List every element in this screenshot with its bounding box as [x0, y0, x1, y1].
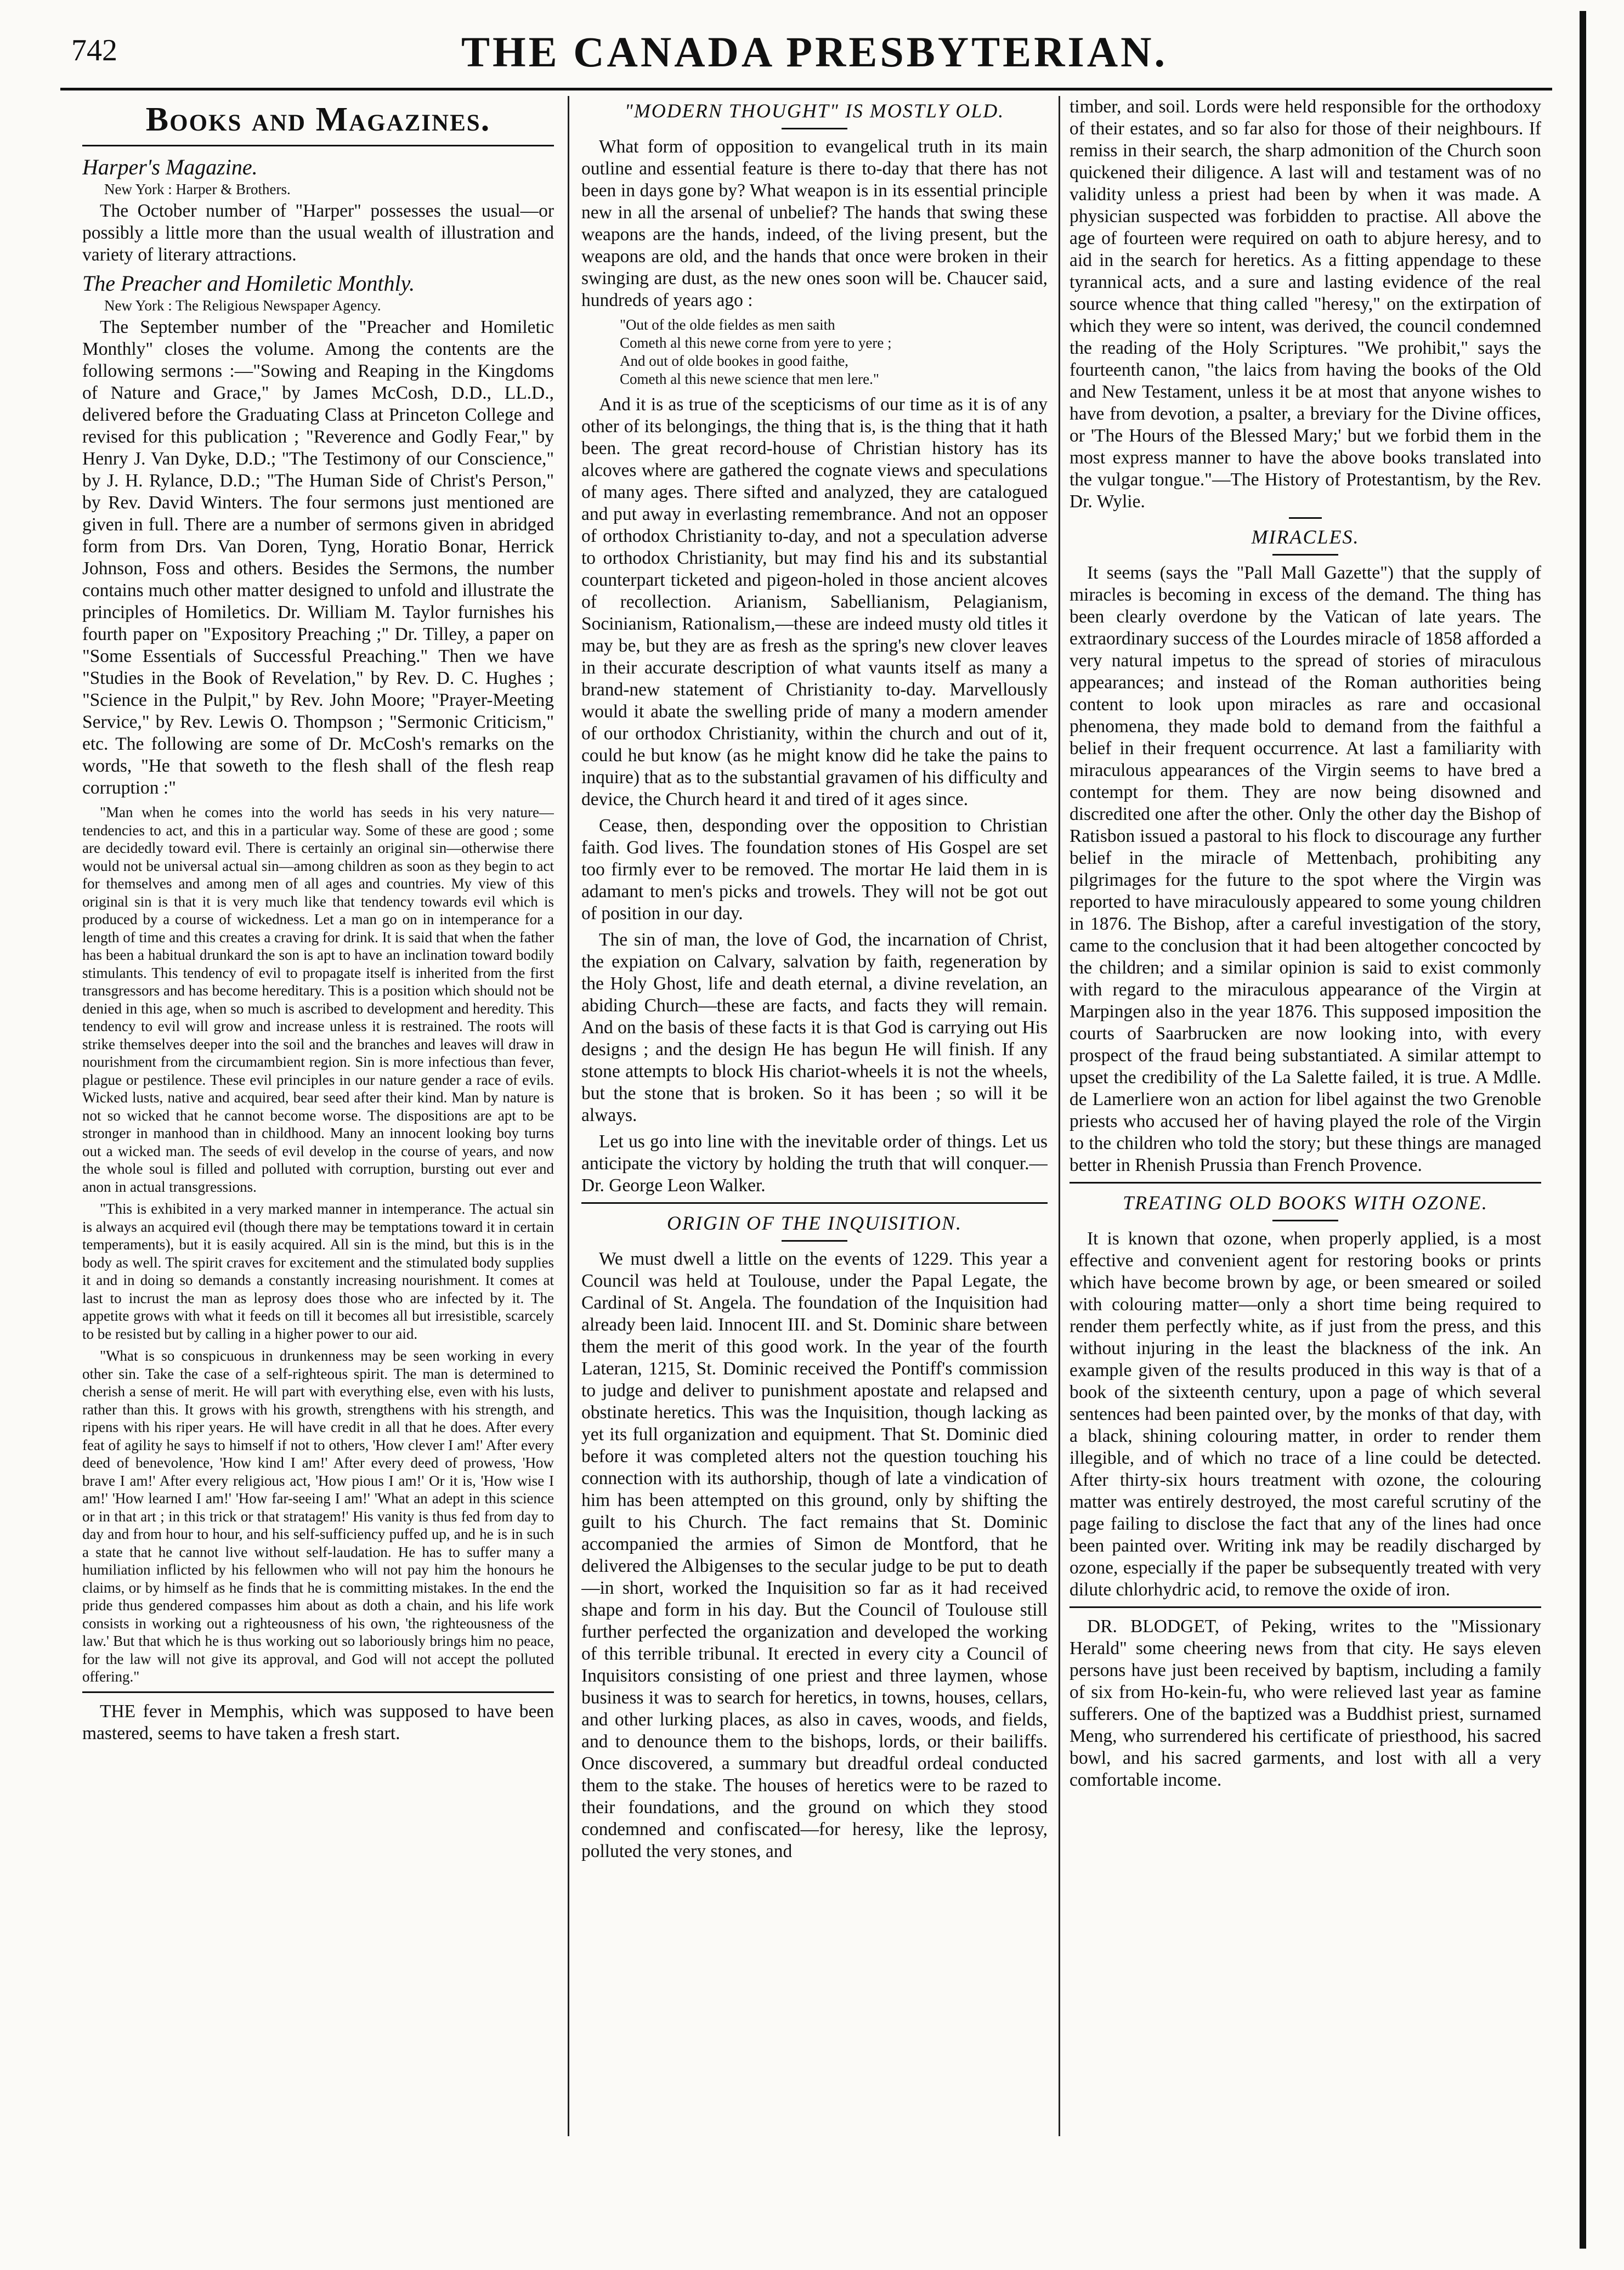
- page-number: 742: [71, 33, 117, 67]
- article-paragraph: It seems (says the "Pall Mall Gazette") that the supply of miracles is becoming in excess of the demand. The thing has been clearly overdone by the Vatican of late years. The extraordinary success of the Lourdes miracle of 1858 afforded a very natural impetus to the spread of stories of miraculous appearances; and instead of the Roman authorities being content to look upon miracles as rare and occasional phenomena, they made bold to demand from the faithful a belief in their frequent occurrence. At last a familiarity with miraculous appearances of the Virgin seems to have bred a contempt for them. They are now being disowned and discredited one after the other. Only the other day the Bishop of Ratisbon issued a pastoral to his flock to discourage any further belief in the miracle of Mettenbach, prohibiting any pilgrimages for the future to the spot where the Virgin was reported to have miraculously appeared to some young children in 1876. The Bishop, after a careful investigation of the story, came to the conclusion that it had been altogether concocted by the children; and a similar opinion is said to exist commonly with regard to the miraculous appearance of the Virgin at Marpingen also in the year 1876. This supposed imposition the courts of Saarbrucken are now looking into, with every prospect of the fraud being substantiated. A similar attempt to upset the credibility of the La Salette failed, it is true. A Mdlle. de Lamerliere won an action for libel against the two Grenoble priests who accused her of having played the role of the Virgin to the children who told the story; but these things are managed better in Rhenish Prussia than French Provence.: [1070, 563, 1541, 1175]
- section-rule: [82, 1691, 554, 1693]
- section-title-books-magazines: Books and Magazines.: [145, 101, 491, 138]
- title-rule: [1272, 1220, 1338, 1221]
- article-paragraph: Let us go into line with the inevitable order of things. Let us anticipate the victory by holding the truth that will conquer.—Dr. George Leon Walker.: [581, 1131, 1048, 1196]
- section-rule: [1070, 1606, 1541, 1608]
- verse-line: "Out of the olde fieldes as men saith: [620, 316, 835, 333]
- review-body-harpers: The October number of "Harper" possesses the usual—or possibly a little more than the usual wealth of illustration and variety of literary attractions.: [82, 201, 554, 265]
- quote-paragraph: "This is exhibited in a very marked manner in intemperance. The actual sin is always an acquired evil (though there may be temptations toward it in certain temperaments), but it is easily acquired. All sin is the mind, but this is in the body as well. The spirit craves for excitement and the stimulated body supplies it and in doing so demands a constantly increasing nourishment. It comes at last to incrust the man as leprosy does those who are infected by it. The appetite grows with what it feeds on till it becomes all but irresistible, scarcely to be resisted but by calling in a higher power to our aid.: [82, 1201, 554, 1342]
- column-2: [581, 96, 1048, 2158]
- article-paragraph: It is known that ozone, when properly applied, is a most effective and convenient agent for restoring books or prints which have become brown by age, or been smeared or soiled with colouring matter—only a short time being required to render them perfectly white, as if just from the press, and this without injuring in the least the blackness of the ink. An example given of the results produced in this way is that of a book of the sixteenth century, upon a page of which several sentences had been painted over, by the monks of that day, with a black, shining colouring matter, in order to render them illegible, and of which no trace of a line could be detected. After thirty-six hours treatment with ozone, the colouring matter was entirely destroyed, the most careful scrutiny of the page failing to disclose the fact that any of the lines had once been painted over. Writing ink may be readily discharged by ozone, especially if the paper be subsequently treated with very dilute chlorhydric acid, to remove the oxide of iron.: [1070, 1229, 1541, 1600]
- article-paragraph: What form of opposition to evangelical truth in its main outline and essential feature is there to-day that there has not been in days gone by? What weapon is in its essential principle new in all the arsenal of unbelief? The hands that swing these weapons are the hands, indeed, of the living present, but the weapons are old, and the hands that once were broken in their swinging are dust, as the new ones soon will be. Chaucer said, hundreds of years ago :: [581, 137, 1048, 310]
- page-header: [60, 27, 1569, 82]
- review-body-preacher: The September number of the "Preacher and Homiletic Monthly" closes the volume. Among the contents are the following sermons :—"Sowing and Reaping in the Kingdoms of Nature and Grace," by James McCosh, D.D., LL.D., delivered before the Graduating Class at Princeton College and revised for this publication ; "Reverence and Godly Fear," by Henry J. Van Dyke, D.D.; "The Testimony of our Conscience," by J. H. Rylance, D.D.; "The Human Side of Christ's Person," by Rev. David Winters. The four sermons just mentioned are given in full. There are a number of sermons given in abridged form from Drs. Van Doren, Tyng, Horatio Bonar, Herrick Johnson, Foss and others. Besides the Sermons, the number contains much other matter designed to unfold and illustrate the principles of Homiletics. Dr. William M. Taylor furnishes his fourth paper on "Expository Preaching ;" Dr. Tilley, a paper on "Some Essentials of Successful Preaching." Then we have "Studies in the Book of Revelation," by Rev. D. C. Hughes ; "Science in the Pulpit," by Rev. John Moore; "Prayer-Meeting Service," by Rev. Lewis O. Thompson ; "Sermonic Criticism," etc. The following are some of Dr. McCosh's remarks on the words, "He that soweth to the flesh shall of the flesh reap corruption :": [82, 317, 554, 798]
- article-paragraph: Cease, then, desponding over the opposition to Christian faith. God lives. The foundation stones of His Gospel are set too firmly ever to be removed. The mortar He laid them in is adamant to men's picks and trowels. They will not be got out of position in our day.: [581, 816, 1048, 924]
- verse-line: Cometh al this newe science that men lere.": [620, 371, 879, 387]
- column-1: [82, 96, 554, 2158]
- article-paragraph: And it is as true of the scepticisms of our time as it is of any other of its belongings, the thing that is, is the thing that it hath been. The great record-house of Christian history has its alcoves where are gathered the cognate views and speculations of many ages. There sifted and analyzed, they are catalogued and put away in everlasting remembrance. And not an opposer of orthodox Christianity to-day, and not a speculation adverse to orthodox Christianity, but may find his and its substantial counterpart ticketed and pigeon-holed in those ancient alcoves of recollection. Arianism, Sabellianism, Pelagianism, Socinianism, Rationalism,—these are indeed musty old titles it may be, but they are as fresh as the spring's new clover leaves in their accurate description of what vaunts itself as many a brand-new statement of Christianity to-day. Marvellously would it abate the swelling pride of many a modern amender of our orthodox Christianity, within the church and out of it, could he but know (as he might know did he take the pains to inquire) that as to the substantial gravamen of his difficulty and device, the Church heard it and tired of it ages since.: [581, 394, 1048, 809]
- header-rule: [60, 88, 1552, 90]
- section-rule: [1289, 517, 1322, 519]
- review-title-preacher: The Preacher and Homiletic Monthly.: [82, 271, 415, 296]
- title-rule: [782, 1240, 847, 1242]
- article-title-modern-thought: "MODERN THOUGHT" IS MOSTLY OLD.: [624, 100, 1005, 122]
- title-rule: [1272, 554, 1338, 556]
- review-title-harpers: Harper's Magazine.: [82, 155, 258, 179]
- article-title-miracles: MIRACLES.: [1251, 526, 1360, 548]
- column-divider: [568, 96, 569, 2136]
- chaucer-verse: [620, 316, 1048, 388]
- blodget-note: DR. BLODGET, of Peking, writes to the "Missionary Herald" some cheering news from that city. He says eleven persons have just been received by baptism, including a family of six from Ho-kein-fu, who were relieved last year as famine sufferers. One of the baptized was a Buddhist priest, surnamed Meng, who surrendered his certificate of priesthood, his sacred bowl, and his sacred garments, and lost with all a very comfortable income.: [1070, 1616, 1541, 1790]
- section-rule: [1070, 1182, 1541, 1184]
- journal-title: THE CANADA PRESBYTERIAN.: [461, 28, 1168, 76]
- column-3: [1070, 96, 1541, 2158]
- page-edge-border: [1580, 11, 1586, 2249]
- review-publisher-harpers: New York : Harper & Brothers.: [104, 181, 291, 197]
- quote-paragraph: "Man when he comes into the world has seeds in his very nature—tendencies to act, and this in a particular way. Some of these are good ; some are decidedly toward evil. There is certainly an original sin—otherwise there would not be universal actual sin—among children as soon as they begin to act for themselves and among men of all ages and countries. My view of this original sin is that it is very much like that tendency towards evil which is produced by a course of wickedness. Let a man go on in intemperance for a length of time and this creates a craving for drink. It is said that when the father has been a habitual drunkard the son is apt to have an inclination toward bodily stimulants. This tendency of evil to propagate itself is inherited from the first transgressors and has become hereditary. This is a position which should not be denied in this age, when so much is ascribed to development and heredity. This tendency to evil will grow and increase unless it is restrained. The roots will strike themselves deeper into the soil and the branches and leaves will draw in nourishment from the circumambient region. Sin is more infectious than fever, plague or pestilence. These evil principles in our nature gender a race of evils. Wicked lusts, native and acquired, bear seed after their kind. Man by nature is not so wicked that he cannot become worse. The dispositions are apt to be stronger in manhood than in childhood. Many an innocent looking boy turns out a wicked man. The seeds of evil develop in the course of years, and now the whole soul is filled and polluted with corruption, bursting out ever and anon in actual transgressions.: [82, 804, 554, 1195]
- article-title-inquisition: ORIGIN OF THE INQUISITION.: [667, 1212, 962, 1234]
- article-continuation: timber, and soil. Lords were held responsible for the orthodoxy of their estates, and so far also for those of their neighbours. If remiss in their search, the sharp admonition of the Church soon quickened their diligence. A last will and testament was of no validity unless a priest had been by when it was made. A physician suspected was forbidden to practise. All above the age of fourteen were required on oath to abjure heresy, and to aid in the search for heretics. As a fitting appendage to these tyrannical acts, and a sure and lasting evidence of the real source whence that thing called "heresy," on the extirpation of which they were so intent, was derived, the council condemned the reading of the Holy Scriptures. "We prohibit," says the fourteenth canon, "the laics from having the books of the Old and New Testament, unless it be at most that anyone wishes to have from devotion, a psalter, a breviary for the Divine offices, or 'The Hours of the Blessed Mary;' but we forbid them in the most express manner to have the above books translated into the vulgar tongue."—The History of Protestantism, by the Rev. Dr. Wylie.: [1070, 97, 1541, 512]
- section-rule: [82, 145, 554, 146]
- article-title-ozone: TREATING OLD BOOKS WITH OZONE.: [1123, 1192, 1488, 1214]
- quote-paragraph: "What is so conspicuous in drunkenness may be seen working in every other sin. Take the case of a self-righteous spirit. The man is determined to cherish a sense of merit. He will part with everything else, even with his lusts, rather than this. It grows with his growth, strengthens with his strength, and ripens with his riper years. He will have credit in all that he does. After every feat of agility he says to himself if not to others, 'How clever I am!' After every deed of benevolence, 'How kind I am!' After every deed of prowess, 'How brave I am!' After every religious act, 'How pious I am!' Or it is, 'How wise I am!' 'How learned I am!' 'How far-seeing I am!' 'What an adept in this science or in that art ; in this trick or that stratagem!' His vanity is thus fed from day to day and from hour to hour, and his self-sufficiency puffed up, and he is in such a state that he cannot live without self-laudation. He has to suffer many a humiliation inflicted by his fellowmen who will not pay him the honours he claims, or by himself as he finds that he is committing mistakes. In the end the pride thus gendered compasses him about as doth a chain, and his life work consists in working out a righteousness of his own, 'the righteousness of the law.' But that which he is thus working out so laboriously brings him no peace, for the law will not give its approval, and God will not accept the polluted offering.": [82, 1348, 554, 1685]
- column-divider: [1059, 96, 1060, 2136]
- article-paragraph: We must dwell a little on the events of 1229. This year a Council was held at Toulouse, under the Papal Legate, the Cardinal of St. Angela. The foundation of the Inquisition had already been laid. Innocent III. and St. Dominic share between them the merit of this good work. In the year of the fourth Lateran, 1215, St. Dominic received the Pontiff's commission to judge and deliver to punishment apostate and relapsed and obstinate heretics. This was the Inquisition, though lacking as yet its full organization and equipment. That St. Dominic died before it was completed alters not the question touching his connection with its authorship, though of late a vindication of him has been attempted on this ground, only by shifting the guilt to his Church. The fact remains that St. Dominic accompanied the armies of Simon de Montford, that he delivered the Albigenses to the secular judge to be put to death—in short, worked the Inquisition so far as it had received shape and form in his day. But the Council of Toulouse still further perfected the organization and developed the working of this terrible tribunal. It erected in every city a Council of Inquisitors consisting of one priest and three laymen, whose business it was to search for heretics, in towns, houses, cellars, and other lurking places, as also in caves, woods, and fields, and to denounce them to the bishops, lords, or their bailiffs. Once discovered, a summary but dreadful ordeal conducted them to the stake. The houses of heretics were to be razed to their foundations, and the ground on which they stood condemned and confiscated—for heresy, like the leprosy, polluted the very stones, and: [581, 1249, 1048, 1861]
- memphis-fever-note: THE fever in Memphis, which was supposed to have been mastered, seems to have taken a fresh start.: [82, 1701, 554, 1743]
- verse-line: Cometh al this newe corne from yere to yere ;: [620, 335, 892, 351]
- article-paragraph: The sin of man, the love of God, the incarnation of Christ, the expiation on Calvary, salvation by faith, regeneration by the Holy Ghost, life and death eternal, a divine revelation, an abiding Church—these are facts, and facts they will remain. And on the basis of these facts it is that God is carrying out His designs ; and the design He has begun He will finish. If any stone attempts to block His chariot-wheels it is not the wheels, but the stone that is broken. So it has been ; so will it be always.: [581, 930, 1048, 1125]
- verse-line: And out of olde bookes in good faithe,: [620, 353, 848, 369]
- section-rule: [581, 1202, 1048, 1204]
- mccosh-quote: [82, 803, 554, 1686]
- review-publisher-preacher: New York : The Religious Newspaper Agency.: [104, 297, 381, 314]
- title-rule: [782, 128, 847, 129]
